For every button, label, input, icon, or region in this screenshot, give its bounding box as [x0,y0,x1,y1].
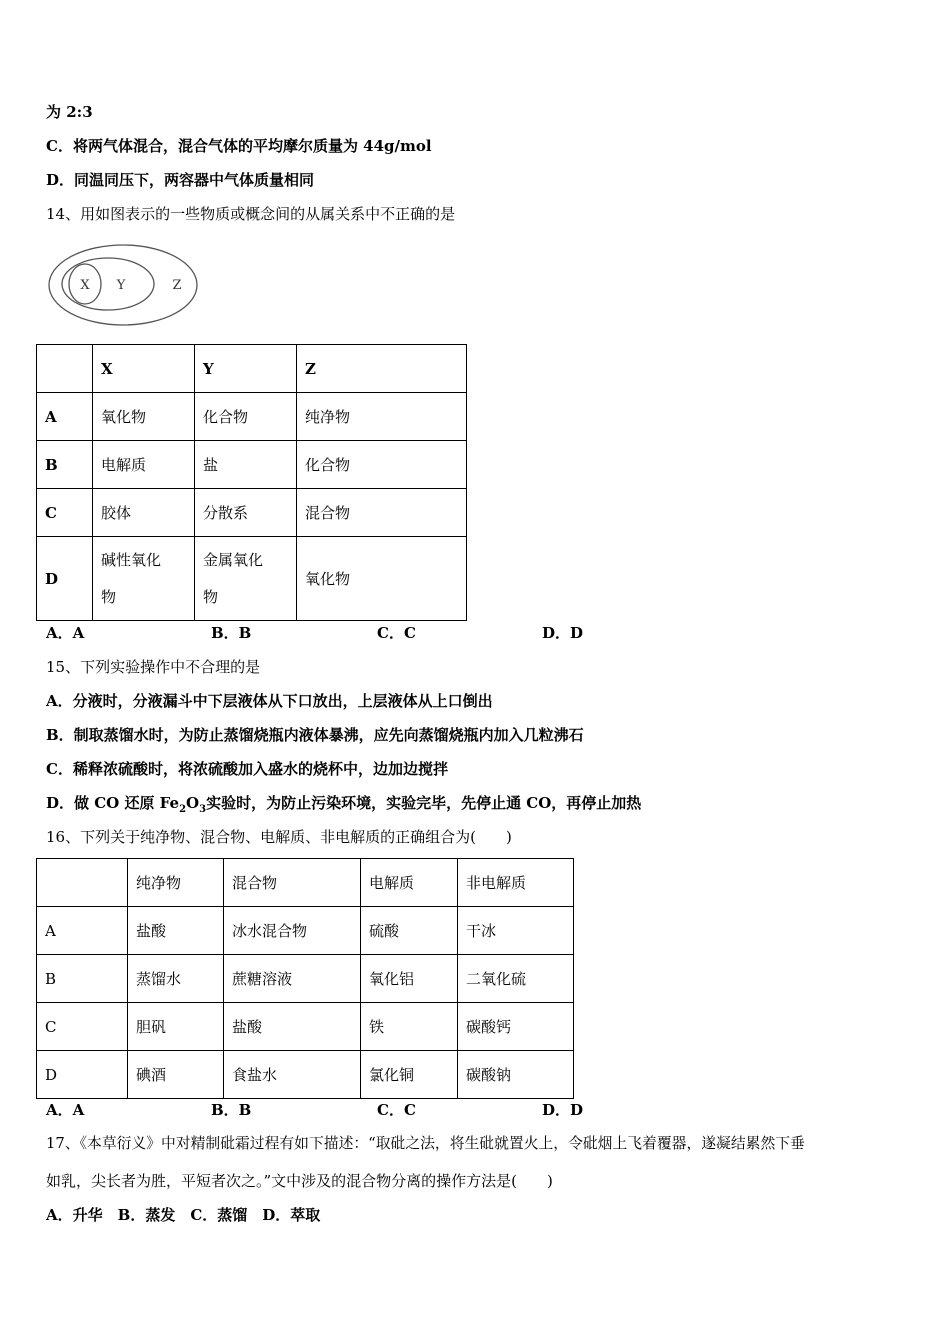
q15-option-d [46,793,641,820]
table-row [37,537,467,621]
table-cell: 电解质 [93,441,195,489]
table-cell: 食盐水 [224,1051,361,1099]
q15-option-d-part3: 实验时，为防止污染环境，实验完毕，先停止通 CO，再停止加热 [206,794,642,812]
q14-stem: 14、用如图表示的一些物质或概念间的从属关系中不正确的是 [46,205,456,223]
table-cell: 蔗糖溶液 [224,955,361,1003]
table-header-cell: 电解质 [361,859,458,907]
q17-stem-line2: 如乳，尖长者为胜，平短者次之。”文中涉及的混合物分离的操作方法是( ) [46,1172,553,1190]
table-cell: A [37,393,93,441]
q14-table [36,344,467,621]
q15-option-b: B．制取蒸馏水时，为防止蒸馏烧瓶内液体暴沸，应先向蒸馏烧瓶内加入几粒沸石 [46,726,584,744]
table-cell: 混合物 [297,489,467,537]
table-row [37,393,467,441]
table-cell: A [37,907,128,955]
table-row [37,441,467,489]
table-cell: 硫酸 [361,907,458,955]
subscript-3: 3 [199,804,207,815]
table-header-cell: 混合物 [224,859,361,907]
table-cell: 纯净物 [297,393,467,441]
table-cell: 化合物 [195,393,297,441]
q15-option-c: C．稀释浓硫酸时，将浓硫酸加入盛水的烧杯中，边加边搅拌 [46,760,448,778]
table-row [37,489,467,537]
q17-stem-line1: 17、《本草衍义》中对精制砒霜过程有如下描述：“取砒之法，将生砒就置火上，令砒烟上飞着覆器，遂凝结累然下垂 [46,1135,805,1152]
table-cell: 氧化物 [93,393,195,441]
table-cell: 干冰 [458,907,574,955]
q16-option-d: D．D [542,1101,584,1119]
table-row [37,1051,574,1099]
table-cell: C [37,489,93,537]
table-row [37,345,467,393]
subscript-2: 2 [179,804,187,815]
table-cell: B [37,955,128,1003]
venn-label-x: X [80,278,90,293]
table-cell: 碳酸钠 [458,1051,574,1099]
table-cell: 蒸馏水 [128,955,224,1003]
table-cell: 盐 [195,441,297,489]
table-cell: C [37,1003,128,1051]
table-cell: 碘酒 [128,1051,224,1099]
table-cell: 胆矾 [128,1003,224,1051]
q16-stem: 16、下列关于纯净物、混合物、电解质、非电解质的正确组合为( ) [46,828,512,846]
table-header-cell: Z [297,345,467,393]
table-cell: 碳酸钙 [458,1003,574,1051]
q14-option-b: B．B [211,624,252,642]
cell-line: 金属氧化 [203,550,264,569]
q16-option-b: B．B [211,1101,252,1119]
table-cell [37,859,128,907]
table-cell: D [37,537,93,621]
table-cell: 盐酸 [128,907,224,955]
cell-line: 物 [101,587,117,606]
venn-label-z: Z [172,278,182,293]
table-row [37,859,574,907]
table-cell: 氧化铝 [361,955,458,1003]
q13-option-c: C．将两气体混合，混合气体的平均摩尔质量为 44g/mol [46,137,432,155]
q14-venn-diagram [46,242,200,328]
table-cell: 铁 [361,1003,458,1051]
table-cell: B [37,441,93,489]
cell-line: 物 [203,587,219,606]
table-cell [93,537,195,621]
q14-option-a: A．A [46,624,85,642]
table-cell: 冰水混合物 [224,907,361,955]
table-header-cell: 纯净物 [128,859,224,907]
cell-line: 碱性氧化 [101,550,162,569]
table-row [37,907,574,955]
table-cell: 化合物 [297,441,467,489]
table-cell: 盐酸 [224,1003,361,1051]
q13-option-d: D．同温同压下，两容器中气体质量相同 [46,171,315,189]
q16-option-c: C．C [377,1101,416,1119]
table-cell: D [37,1051,128,1099]
q15-option-d-part1: D．做 CO 还原 Fe [46,794,180,812]
table-cell [37,345,93,393]
q14-option-c: C．C [377,624,416,642]
venn-label-y: Y [116,278,126,293]
q13-continuation: 为 2:3 [46,103,93,121]
table-cell: 分散系 [195,489,297,537]
q14-option-d: D．D [542,624,584,642]
q15-option-a: A．分液时，分液漏斗中下层液体从下口放出，上层液体从上口倒出 [46,692,493,710]
table-header-cell: Y [195,345,297,393]
table-header-cell: 非电解质 [458,859,574,907]
table-header-cell: X [93,345,195,393]
table-cell [195,537,297,621]
table-cell: 氯化铜 [361,1051,458,1099]
table-row [37,955,574,1003]
venn-middle-y [62,258,154,310]
table-row [37,1003,574,1051]
q16-option-a: A．A [46,1101,85,1119]
table-cell: 胶体 [93,489,195,537]
q17-options: A．升华 B．蒸发 C．蒸馏 D．萃取 [46,1206,321,1224]
table-cell: 氧化物 [297,537,467,621]
q15-stem: 15、下列实验操作中不合理的是 [46,658,261,676]
q16-table [36,858,574,1099]
table-cell: 二氧化硫 [458,955,574,1003]
q15-option-d-part2: O [186,794,200,812]
